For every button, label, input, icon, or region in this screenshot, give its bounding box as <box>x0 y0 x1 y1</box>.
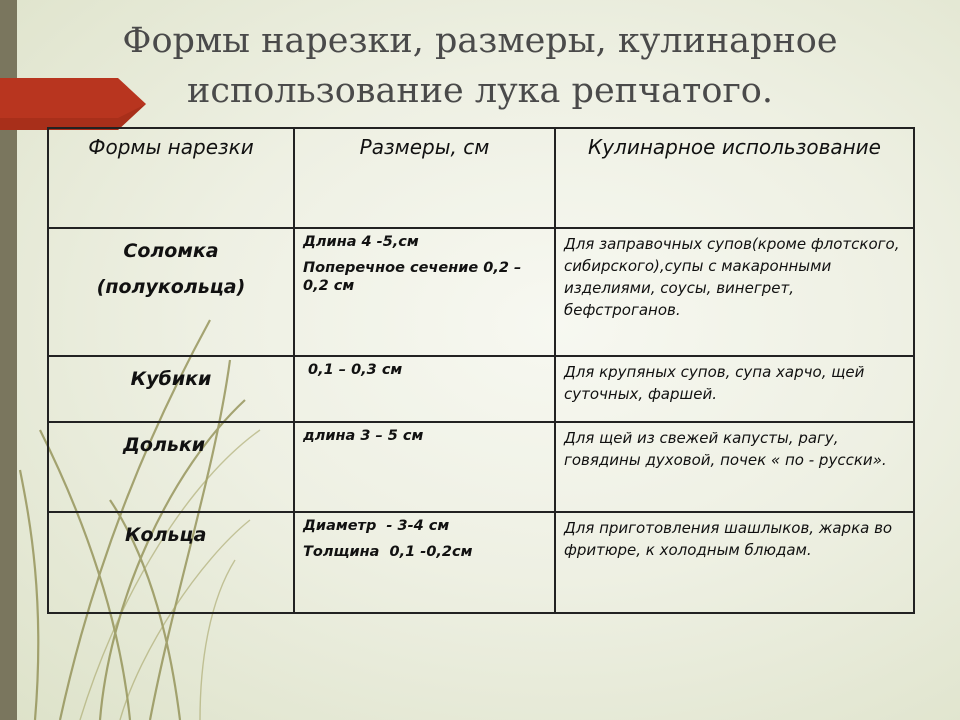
cut-form-name: Соломка <box>123 240 219 262</box>
culinary-use-cell: Для крупяных супов, супа харчо, щей суточных, фаршей. <box>555 356 914 422</box>
size-cell <box>294 422 555 512</box>
size-line: Толщина 0,1 -0,2см <box>303 544 473 560</box>
size-line: Длина 4 -5,см <box>303 234 419 250</box>
size-line: 0,1 – 0,3 см <box>303 362 403 378</box>
size-line: Диаметр - 3-4 см <box>303 518 450 534</box>
header-sizes: Размеры, см <box>294 128 555 228</box>
onion-cuts-table <box>47 127 915 614</box>
table-row <box>48 228 914 356</box>
size-line: Поперечное сечение 0,2 – 0,2 см <box>303 260 522 294</box>
table-row <box>48 356 914 422</box>
cut-form-name: Дольки <box>123 434 206 456</box>
header-culinary-use: Кулинарное использование <box>555 128 914 228</box>
header-cut-forms: Формы нарезки <box>48 128 294 228</box>
table-row <box>48 422 914 512</box>
cut-form-cell <box>48 356 294 422</box>
table-row <box>48 512 914 613</box>
cut-form-name: Кубики <box>130 368 212 390</box>
table-header-row <box>48 128 914 228</box>
culinary-use-cell: Для заправочных супов(кроме флотского, сибирского),супы с макаронными изделиями, соусы, винегрет, бефстроганов. <box>555 228 914 356</box>
size-line: длина 3 – 5 см <box>303 428 424 444</box>
culinary-use-cell: Для щей из свежей капусты, рагу, говядины духовой, почек « по - русски». <box>555 422 914 512</box>
title-line-1: Формы нарезки, размеры, кулинарное <box>122 21 838 61</box>
cut-form-cell <box>48 228 294 356</box>
culinary-use-cell: Для приготовления шашлыков, жарка во фритюре, к холодным блюдам. <box>555 512 914 613</box>
slide-title <box>40 16 920 116</box>
size-cell <box>294 356 555 422</box>
cut-form-name: Кольца <box>125 524 207 546</box>
size-cell <box>294 512 555 613</box>
cut-form-cell <box>48 512 294 613</box>
title-line-2: использование лука репчатого. <box>187 71 773 111</box>
cut-form-cell <box>48 422 294 512</box>
cut-form-name-note: (полукольца) <box>96 276 246 298</box>
size-cell <box>294 228 555 356</box>
